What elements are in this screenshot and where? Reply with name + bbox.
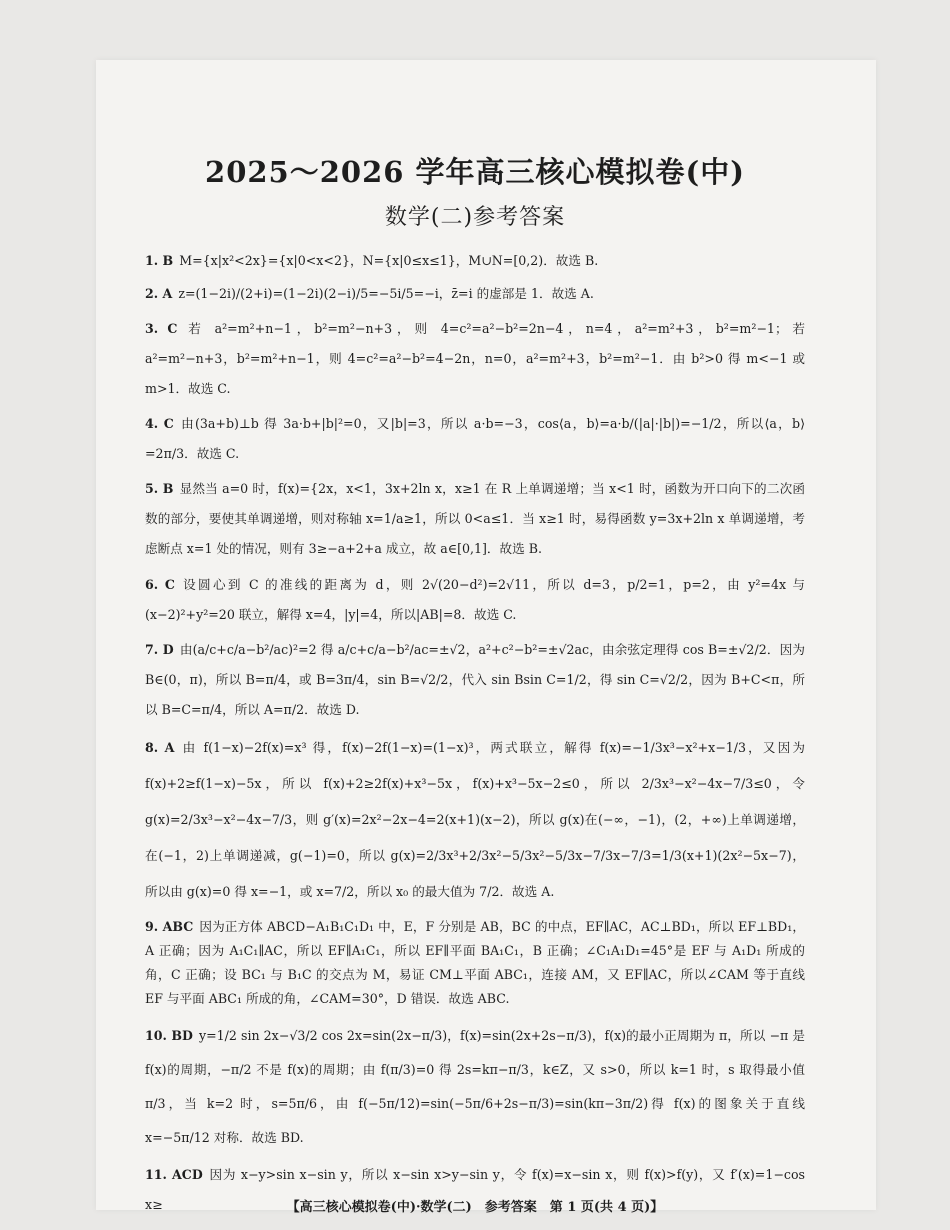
answer-text: z=(1−2i)/(2+i)=(1−2i)(2−i)/5=−5i/5=−i，z̄=i 的虚部是 1．故选 A. xyxy=(178,286,594,301)
answer-item-10 xyxy=(145,1019,805,1155)
answer-number: 11. ACD xyxy=(145,1167,203,1182)
answer-text: 显然当 a=0 时，f(x)={2x，x<1，3x+2ln x，x≥1 在 R 上单调递增；当 x<1 时，函数为开口向下的二次函数的部分，要使其单调递增，则对称轴 x=1/a≥1，所以 0<a≤1．当 x≥1 时，易得函数 y=3x+2ln x 单调递增，考虑断点 x=1 处的情况，则有 3≥−a+2+a 成立，故 a∈[0,1]．故选 B. xyxy=(145,481,805,556)
answer-text: 若 a²=m²+n−1，b²=m²−n+3，则 4=c²=a²−b²=2n−4，n=4，a²=m²+3，b²=m²−1；若 a²=m²−n+3，b²=m²+n−1，则 4=c²=a²−b²=4−2n，n=0，a²=m²+3，b²=m²−1．由 b²>0 得 m<−1 或 m>1．故选 C. xyxy=(145,321,805,396)
answer-number: 3. C xyxy=(145,321,178,336)
answer-item-2 xyxy=(145,279,805,309)
answer-item-7 xyxy=(145,635,805,725)
answer-text: 设圆心到 C 的准线的距离为 d，则 2√(20−d²)=2√11，所以 d=3，p/2=1，p=2，由 y²=4x 与(x−2)²+y²=20 联立，解得 x=4，|y|=4，所以|AB|=8．故选 C. xyxy=(145,577,805,622)
answer-text: 因为 x−y>sin x−sin y，所以 x−sin x>y−sin y，令 f(x)=x−sin x，则 f(x)>f(y)，又 f′(x)=1−cos x≥ xyxy=(145,1167,805,1212)
answer-number: 2. A xyxy=(145,286,173,301)
answer-list xyxy=(145,246,805,1225)
page-subtitle: 数学(二)参考答案 xyxy=(384,205,566,230)
answer-text: 由 f(1−x)−2f(x)=x³ 得，f(x)−2f(1−x)=(1−x)³，两式联立，解得 f(x)=−1/3x³−x²+x−1/3，又因为 f(x)+2≥f(1−x)−5x，所以 f(x)+2≥2f(x)+x³−5x，f(x)+x³−5x−2≤0，所以 2/3x³−x²−4x−7/3≤0，令 g(x)=2/3x³−x²−4x−7/3，则 g′(x)=2x²−2x−4=2(x+1)(x−2)，所以 g(x)在(−∞，−1)，(2，+∞)上单调递增，在(−1，2)上单调递减，g(−1)=0，所以 g(x)=2/3x³+2/3x²−5/3x²−5/3x−7/3x−7/3=1/3(x+1)(2x²−5x−7)，所以由 g(x)=0 得 x=−1，或 x=7/2，所以 x₀ 的最大值为 7/2．故选 A. xyxy=(145,740,805,899)
answer-number: 1. B xyxy=(145,253,174,268)
answer-number: 4. C xyxy=(145,416,174,431)
page-footer: 【高三核心模拟卷(中)·数学(二) 参考答案 第 1 页(共 4 页)】 xyxy=(286,1200,664,1215)
answer-text: 由(a/c+c/a−b²/ac)²=2 得 a/c+c/a−b²/ac=±√2，a²+c²−b²=±√2ac，由余弦定理得 cos B=±√2/2．因为 B∈(0，π)，所以 B=π/4，或 B=3π/4，sin B=√2/2，代入 sin Bsin C=1/2，得 sin C=√2/2，因为 B+C<π，所以 B=C=π/4，所以 A=π/2．故选 D. xyxy=(145,642,806,717)
answer-item-4 xyxy=(145,409,805,469)
answer-number: 6. C xyxy=(145,577,175,592)
answer-number: 9. ABC xyxy=(145,919,194,934)
answer-number: 8. A xyxy=(145,740,175,755)
answer-text: y=1/2 sin 2x−√3/2 cos 2x=sin(2x−π/3)，f(x)=sin(2x+2s−π/3)，f(x)的最小正周期为 π，所以 −π 是 f(x)的周期，−π/2 不是 f(x)的周期；由 f(π/3)=0 得 2s=kπ−π/3，k∈Z，又 s>0，所以 k=1 时，s 取得最小值 π/3，当 k=2 时，s=5π/6，由 f(−5π/12)=sin(−5π/6+2s−π/3)=sin(kπ−3π/2)得 f(x)的图象关于直线 x=−5π/12 对称．故选 BD. xyxy=(145,1028,805,1145)
answer-text: 因为正方体 ABCD−A₁B₁C₁D₁ 中，E，F 分别是 AB，BC 的中点，EF∥AC，AC⊥BD₁，所以 EF⊥BD₁，A 正确；因为 A₁C₁∥AC，所以 EF∥A₁C₁，所以 EF∥平面 BA₁C₁，B 正确；∠C₁A₁D₁=45°是 EF 与 A₁D₁ 所成的角，C 正确；设 BC₁ 与 B₁C 的交点为 M，易证 CM⊥平面 ABC₁，连接 AM，又 EF∥AC，所以∠CAM 等于直线 EF 与平面 ABC₁ 所成的角，∠CAM=30°，D 错误．故选 ABC. xyxy=(145,919,805,1006)
answer-text: M={x|x²<2x}={x|0<x<2}，N={x|0≤x≤1}，M∪N=[0,2)．故选 B. xyxy=(179,253,599,268)
answer-item-5 xyxy=(145,474,805,564)
answer-item-6 xyxy=(145,570,805,630)
answer-text: 由(3a+b)⊥b 得 3a·b+|b|²=0，又|b|=3，所以 a·b=−3，cos⟨a，b⟩=a·b/(|a|·|b|)=−1/2，所以⟨a，b⟩=2π/3．故选 C. xyxy=(145,416,805,461)
page-title: 2025～2026 学年高三核心模拟卷(中) xyxy=(205,155,745,189)
answer-item-8 xyxy=(145,730,805,910)
answer-number: 10. BD xyxy=(145,1028,193,1043)
answer-number: 5. B xyxy=(145,481,174,496)
answer-number: 7. D xyxy=(145,642,174,657)
answer-item-9 xyxy=(145,915,805,1011)
answer-item-3 xyxy=(145,314,805,404)
answer-item-1 xyxy=(145,246,805,276)
